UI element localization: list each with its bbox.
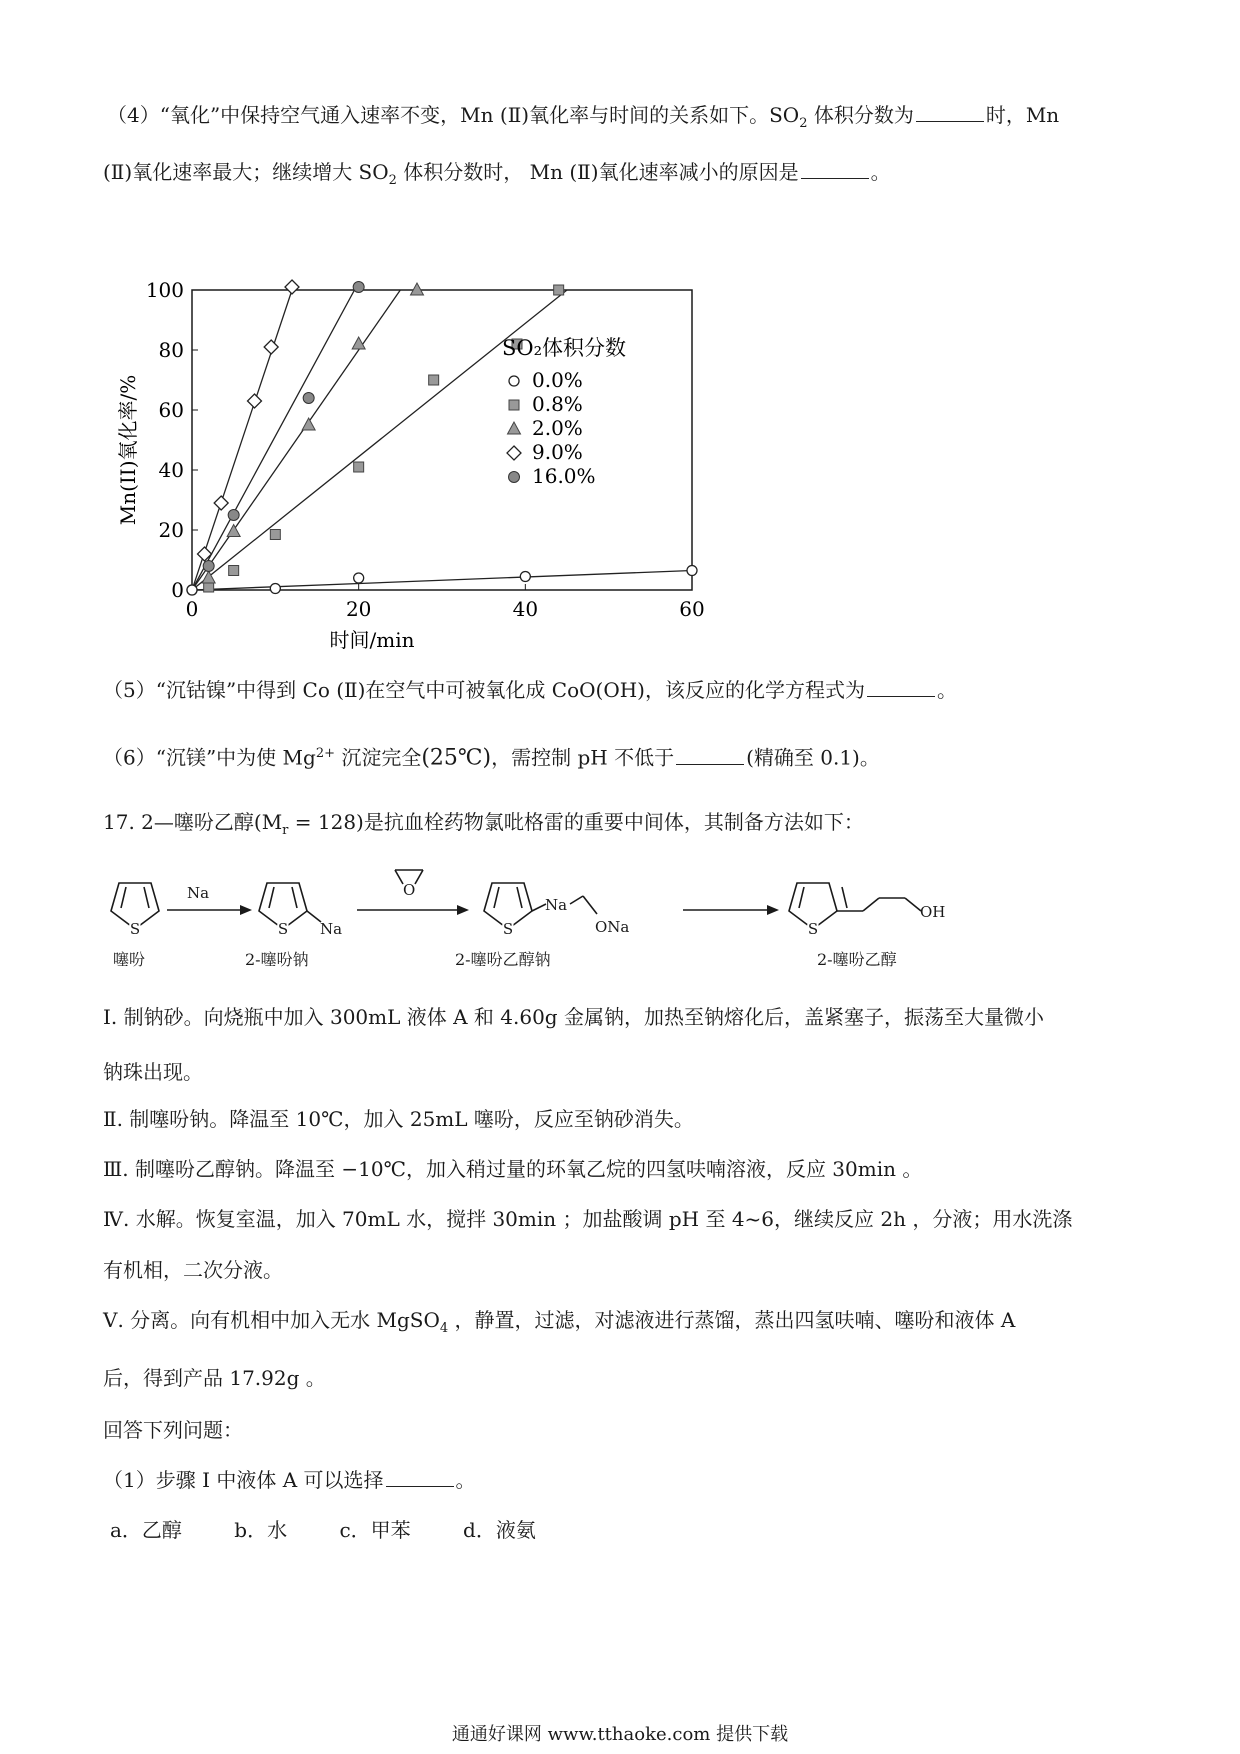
sub-question-1: （1）步骤 I 中液体 A 可以选择 。 [103, 1468, 476, 1492]
data-point-triangle [508, 422, 521, 434]
answer-blank[interactable] [801, 160, 869, 179]
y-tick-label: 100 [145, 278, 184, 302]
data-point-circle [354, 573, 364, 583]
x-tick-label: 40 [512, 597, 539, 621]
step-1-line-1: Ⅰ. 制钠砂。向烧瓶中加入 300mL 液体 A 和 4.60g 金属钠，加热至钠熔化后，盖紧塞子，振荡至大量微小 [103, 1005, 1044, 1029]
atom-o: O [403, 881, 416, 899]
option-b[interactable]: b．水 [234, 1518, 288, 1542]
oxidation-rate-chart [100, 275, 720, 652]
data-point-diamond [507, 446, 521, 460]
q4-line-2: (Ⅱ)氧化速率最大；继续增大 $SO_2$ 体积分数时， Mn (Ⅱ)氧化速率减小的原因是 。 [103, 160, 891, 188]
data-point-diamond [248, 394, 262, 408]
x-tick-label: 20 [345, 597, 372, 621]
x-tick-label: 60 [679, 597, 705, 621]
legend-entry: 0.8% [532, 392, 583, 416]
arrow-head-3 [767, 905, 779, 915]
data-point-circle [509, 472, 520, 483]
fit-line-0.0% [192, 571, 692, 591]
data-point-triangle [227, 525, 240, 537]
option-d[interactable]: d．液氨 [463, 1518, 536, 1542]
data-point-square [509, 400, 519, 410]
q5-line: （5）“沉钴镍”中得到 Co (Ⅱ)在空气中可被氧化成 CoO(OH)，该反应的化学方程式为 。 [103, 678, 957, 702]
answer-blank[interactable] [867, 678, 935, 697]
answer-blank[interactable] [386, 1468, 454, 1487]
reagent-na: Na [187, 884, 210, 902]
label-sodium-ethoxide: 2-噻吩乙醇钠 [455, 950, 551, 969]
footer-watermark: 通通好课网 www.tthaoke.com 提供下载 [451, 1724, 789, 1745]
sodium-ethoxide-structure [484, 883, 597, 929]
step-5-line-2: 后，得到产品 17.92g 。 [103, 1366, 326, 1390]
legend-entry: 2.0% [532, 416, 583, 440]
sodium-thiophene-structure [259, 883, 321, 929]
q6-line: （6）“沉镁”中为使 $Mg^{2+}$ 沉淀完全(25℃)，需控制 pH 不低于 (精确至 0.1)。 [103, 745, 880, 771]
data-point-diamond [285, 280, 299, 294]
group-ona: ONa [595, 918, 630, 936]
group-oh: OH [920, 903, 946, 921]
legend-title: SO₂体积分数 [502, 336, 627, 360]
q17-intro: 17. 2—噻吩乙醇$(M_r = 128)$是抗血栓药物氯吡格雷的重要中间体，其制备方法如下： [103, 810, 864, 838]
step-2: Ⅱ. 制噻吩钠。降温至 10℃，加入 25mL 噻吩，反应至钠砂消失。 [103, 1107, 694, 1131]
legend-entry: 9.0% [532, 440, 583, 464]
y-tick-label: 20 [158, 518, 184, 542]
data-point-square [554, 285, 564, 295]
x-axis-label: 时间/min [329, 628, 415, 652]
q4-line-1: （4）“氧化”中保持空气通入速率不变，Mn (Ⅱ)氧化率与时间的关系如下。$SO_2$ 体积分数为 时，Mn [107, 103, 1060, 131]
data-point-circle [687, 566, 697, 576]
answer-blank[interactable] [916, 103, 984, 122]
data-point-circle [303, 393, 314, 404]
label-sodium-thiophene: 2-噻吩钠 [245, 950, 309, 969]
atom-na: Na [320, 920, 343, 938]
arrow-head-1 [240, 905, 252, 915]
fit-line-16.0% [192, 290, 355, 590]
step-4-line-2: 有机相，二次分液。 [103, 1258, 283, 1282]
label-product: 2-噻吩乙醇 [817, 950, 897, 969]
y-tick-label: 80 [158, 338, 184, 362]
data-point-circle [270, 584, 280, 594]
y-tick-label: 0 [171, 578, 184, 602]
data-point-circle [203, 561, 214, 572]
y-tick-label: 60 [158, 398, 184, 422]
y-axis-label: Mn(II)氧化率/% [116, 374, 140, 526]
arrow-head-2 [457, 905, 469, 915]
data-point-square [354, 462, 364, 472]
atom-na: Na [545, 896, 568, 914]
reaction-scheme [105, 860, 985, 970]
data-point-square [270, 530, 280, 540]
fit-line-9.0% [192, 290, 292, 590]
data-point-square [429, 375, 439, 385]
data-point-circle [228, 510, 239, 521]
option-c[interactable]: c．甲苯 [339, 1518, 411, 1542]
data-point-circle [187, 585, 197, 595]
data-point-triangle [411, 283, 424, 295]
data-point-square [229, 566, 239, 576]
step-3: Ⅲ. 制噻吩乙醇钠。降温至 −10℃，加入稍过量的环氧乙烷的四氢呋喃溶液，反应 30min 。 [103, 1157, 923, 1181]
answer-blank[interactable] [676, 746, 744, 765]
data-point-diamond [264, 340, 278, 354]
step-1-line-2: 钠珠出现。 [103, 1060, 203, 1084]
option-a[interactable]: a．乙醇 [110, 1518, 182, 1542]
options-row [110, 1516, 582, 1544]
data-point-circle [509, 376, 519, 386]
atom-s: S [502, 920, 514, 938]
plot-frame [192, 290, 692, 590]
atom-s: S [277, 920, 289, 938]
data-point-circle [520, 572, 530, 582]
data-point-triangle [302, 418, 315, 430]
answer-intro: 回答下列问题： [103, 1418, 243, 1442]
fit-line-0.8% [192, 290, 567, 590]
atom-s: S [129, 920, 141, 938]
data-point-circle [353, 282, 364, 293]
x-tick-label: 0 [185, 597, 199, 621]
label-thiophene: 噻吩 [113, 950, 146, 969]
data-point-diamond [214, 496, 228, 510]
legend-entry: 16.0% [532, 464, 596, 488]
atom-s: S [807, 920, 819, 938]
legend-entry: 0.0% [532, 368, 583, 392]
y-tick-label: 40 [158, 458, 184, 482]
step-4-line-1: Ⅳ. 水解。恢复室温，加入 70mL 水，搅拌 30min ；加盐酸调 pH 至 4~6，继续反应 2h ，分液；用水洗涤 [103, 1207, 1073, 1231]
step-5-line-1: Ⅴ. 分离。向有机相中加入无水 MgSO$_4$ ，静置，过滤，对滤液进行蒸馏，蒸出四氢呋喃、噻吩和液体 A [103, 1308, 1016, 1336]
fit-line-2.0% [192, 290, 400, 590]
